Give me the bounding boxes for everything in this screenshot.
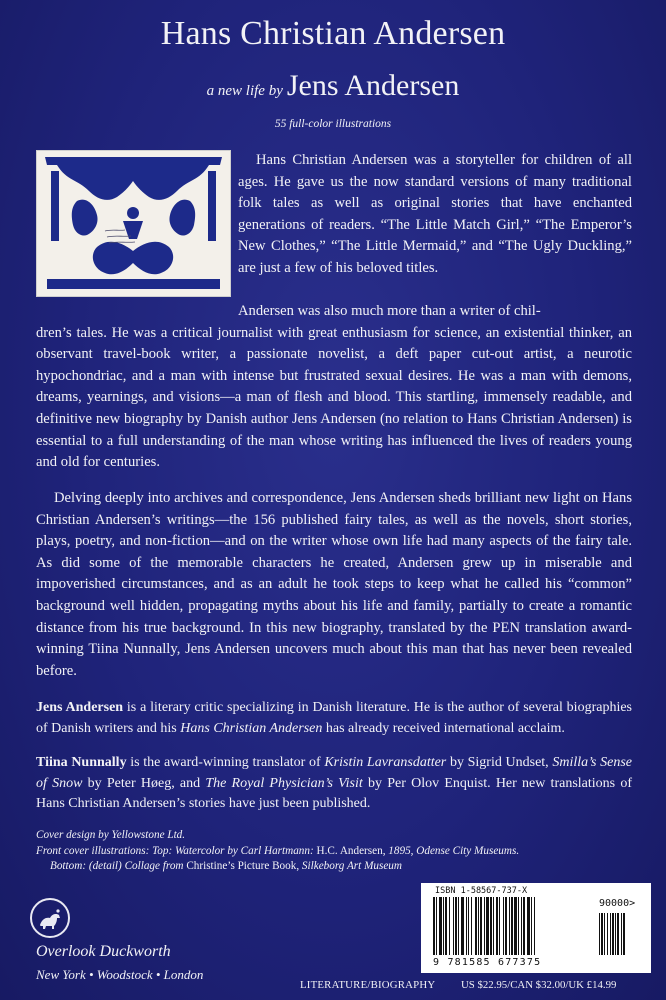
front-credit-c: 1895, Odense City Museums. bbox=[388, 844, 520, 857]
barcode-bar bbox=[475, 897, 477, 955]
barcode-addon-bar bbox=[612, 913, 614, 955]
publisher-logo-icon bbox=[30, 898, 70, 938]
translator-bio-book-3: The Royal Physician’s Visit bbox=[205, 775, 363, 791]
barcode-bar bbox=[449, 897, 450, 955]
byline bbox=[0, 66, 666, 111]
book-title: Hans Christian Andersen bbox=[160, 15, 506, 52]
author-bio-name: Jens Andersen bbox=[36, 700, 124, 715]
author-bio-text-end: has already received international acclaim. bbox=[322, 720, 565, 736]
translator-bio-text-2: by Sigrid Undset, bbox=[446, 755, 553, 770]
bottom-credit-c: Silkeborg Art Museum bbox=[301, 860, 402, 872]
barcode-addon-bar bbox=[623, 913, 625, 955]
blurb-paragraph-2 bbox=[36, 301, 632, 474]
blurb-paragraph-2-rest: dren’s tales. He was a critical journalist with great enthusiasm for science, an existential thinker, an observant travel-book writer, a passionate novelist, a deft paper cut-out artist, a neurotic hypochondriac, and a man with intense but frustrated sexual desires. He was a man with demons, dreams, yearnings, and visions—a man of flesh and blood. This startling, immensely readable, and definitive new biography by Danish author Jens Andersen (no relation to Hans Christian Andersen) is essential to a full understanding of the man whose writing has influenced the lives of readers young and old for centuries. bbox=[36, 324, 632, 471]
author-bio-text: is a literary critic specializing in Danish literature. He is the author of several biographies of Danish writers and his bbox=[36, 700, 632, 736]
front-credit-b: H.C. Andersen, bbox=[316, 844, 389, 857]
illustrations-note: 55 full-color illustrations bbox=[274, 118, 392, 130]
barcode-bar bbox=[466, 897, 467, 955]
barcode-bar bbox=[478, 897, 479, 955]
barcode-bar bbox=[484, 897, 485, 955]
barcode-addon-bar bbox=[610, 913, 611, 955]
front-cover-credit bbox=[36, 844, 636, 860]
barcode-bar bbox=[509, 897, 510, 955]
translator-bio-text-3: by Peter Høeg, and bbox=[82, 775, 206, 791]
barcode-bar bbox=[436, 897, 437, 955]
front-credit-a: Front cover illustrations: Top: Watercolor by Carl Hartmann: bbox=[36, 844, 317, 857]
barcode-bar bbox=[439, 897, 442, 955]
barcode-bar bbox=[521, 897, 522, 955]
publisher-cities: New York • Woodstock • London bbox=[36, 967, 204, 982]
barcode-bar bbox=[433, 897, 435, 955]
category-label: LITERATURE/BIOGRAPHY bbox=[300, 979, 436, 991]
barcode-bar bbox=[493, 897, 494, 955]
barcode-bar bbox=[471, 897, 472, 955]
barcode-addon-bar bbox=[607, 913, 608, 955]
barcode-bar bbox=[496, 897, 498, 955]
isbn-digits: 9 781585 677375 bbox=[433, 957, 542, 968]
translator-bio-book-1: Kristin Lavransdatter bbox=[324, 755, 447, 770]
barcode-bar bbox=[523, 897, 525, 955]
price-label: US $22.95/CAN $32.00/UK £14.99 bbox=[461, 979, 617, 991]
translator-bio-text-4: by Per Olov Enquist. Her new translations of Hans Christian Andersen’s stories have just been published. bbox=[36, 775, 632, 811]
barcode-bar bbox=[445, 897, 447, 955]
bottom-credit-b: Christine’s Picture Book, bbox=[186, 860, 302, 872]
bottom-cover-credit bbox=[36, 859, 636, 875]
translator-bio-name: Tiina Nunnally bbox=[36, 755, 127, 770]
barcode-addon-bar bbox=[601, 913, 603, 955]
author-bio-book: Hans Christian Andersen bbox=[180, 720, 323, 736]
barcode-addon-bar bbox=[599, 913, 600, 955]
isbn-barcode bbox=[421, 883, 651, 973]
barcode-bar bbox=[490, 897, 492, 955]
translator-bio bbox=[36, 753, 632, 815]
blurb-paragraph-2-first-line: Andersen was also much more than a writer of chil- bbox=[238, 303, 541, 319]
cover-credits bbox=[36, 828, 636, 875]
isbn-label: ISBN 1-58567-737-X bbox=[435, 886, 528, 896]
barcode-bar bbox=[534, 897, 535, 955]
papercut-illustration bbox=[36, 150, 231, 297]
byline-prefix: a new life by bbox=[206, 83, 283, 99]
barcode-bar bbox=[503, 897, 504, 955]
barcode-bar bbox=[527, 897, 530, 955]
barcode-bar bbox=[486, 897, 489, 955]
blurb-paragraph-1: Hans Christian Andersen was a storyteller for children of all ages. He gave us the now standard versions of many traditional folk tales as well as original stories that have enchanted generations of readers. “The Little Match Girl,” “The Emperor’s New Clothes,” “The Little Mermaid,” and “The Ugly Duckling,” are just a few of his beloved titles. bbox=[238, 152, 632, 276]
barcode-bar bbox=[461, 897, 464, 955]
barcode-bar bbox=[468, 897, 469, 955]
barcode-bar bbox=[518, 897, 519, 955]
barcode-bar bbox=[514, 897, 517, 955]
barcode-bar bbox=[443, 897, 444, 955]
barcode-bar bbox=[499, 897, 500, 955]
barcode-addon-bar bbox=[621, 913, 622, 955]
price-code: 90000> bbox=[599, 898, 636, 909]
barcode-bar bbox=[458, 897, 459, 955]
barcode-bar bbox=[453, 897, 454, 955]
barcode-bar bbox=[511, 897, 513, 955]
barcode-bar bbox=[480, 897, 482, 955]
barcode-bar bbox=[505, 897, 507, 955]
bottom-credit-a: Bottom: (detail) Collage from bbox=[50, 860, 187, 872]
barcode-addon-bar bbox=[604, 913, 605, 955]
cover-design-credit: Cover design by Yellowstone Ltd. bbox=[36, 829, 186, 841]
publisher-name: Overlook Duckworth bbox=[36, 943, 171, 960]
blurb-paragraph-3: Delving deeply into archives and correspondence, Jens Andersen sheds brilliant new light on Hans Christian Andersen’s writings—the 156 published fairy tales, as well as the novels, short stories, plays, poetry, and non-fiction—and on the writer whose own life had many aspects of the fairy tale. As did some of the memorable characters he created, Andersen grew up in miserable and impoverished circumstances, and as an adult he took steps to keep what he called his “common” background well hidden, propagating myths about his life and family, partially to create a romantic distance from his true background. In this new biography, translated by the PEN translation award-winning Tiina Nunnally, Jens Andersen uncovers much about this man that has never been revealed before. bbox=[36, 490, 632, 679]
barcode-bar bbox=[455, 897, 457, 955]
author-bio bbox=[36, 698, 632, 739]
barcode-bar bbox=[531, 897, 532, 955]
barcode-addon-bar bbox=[615, 913, 616, 955]
translator-bio-book-2: Smilla’s Sense of Snow bbox=[36, 755, 632, 791]
byline-author: Jens Andersen bbox=[286, 69, 460, 102]
translator-bio-text-1: is the award-winning translator of bbox=[126, 755, 325, 770]
barcode-addon-bar bbox=[617, 913, 619, 955]
